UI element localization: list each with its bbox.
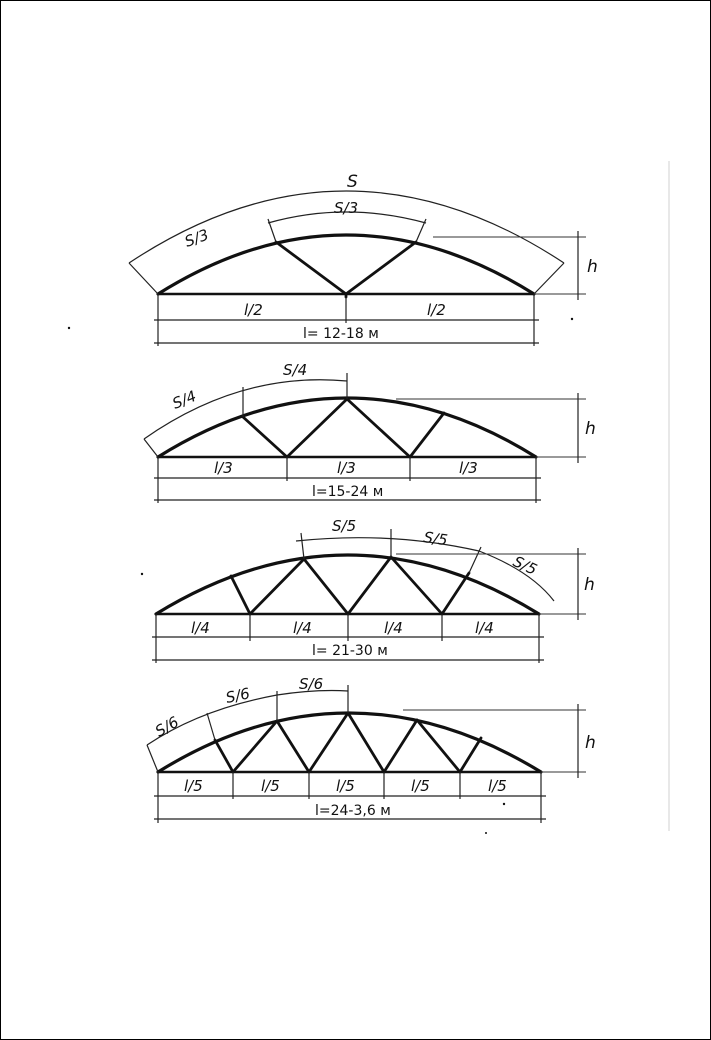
arc-segment-label-2a: S/4 <box>169 386 199 413</box>
arc-ext-4l <box>147 745 158 772</box>
panel-label-4c: l/5 <box>336 777 355 795</box>
diagonal-3c <box>304 559 348 614</box>
panel-label-2: l/2 <box>427 301 446 319</box>
diagonal-4a <box>215 740 233 772</box>
truss-1 <box>129 172 598 346</box>
arc-tick-4a <box>207 713 215 740</box>
arc-segment-label-3a: S/5 <box>332 517 357 535</box>
span-label: l= 12-18 м <box>303 326 379 342</box>
diagonal-4d <box>309 713 348 772</box>
height-label-2: h <box>585 419 596 439</box>
top-chord-1 <box>158 235 534 294</box>
arc-segment-label-3c: S/5 <box>510 552 540 579</box>
panel-label-2a: l/3 <box>214 459 233 477</box>
span-label-3: l= 21-30 м <box>312 643 388 659</box>
arc-segment-label-4a: S/6 <box>152 712 182 741</box>
panel-label-1: l/2 <box>244 301 263 319</box>
arc-label-S: S <box>347 172 358 192</box>
panel-label-3b: l/4 <box>293 619 312 637</box>
arc-segment-label-top: S/3 <box>334 199 359 217</box>
height-label-3: h <box>584 575 595 595</box>
arc-segment-label-4c: S/6 <box>299 675 324 693</box>
diagonal-3a <box>231 576 250 614</box>
arc-segment-label-2b: S/4 <box>283 361 308 379</box>
span-label-2: l=15-24 м <box>312 484 384 500</box>
diagonal-2b <box>287 399 347 457</box>
diagonal-2c <box>347 399 410 457</box>
truss-3 <box>152 517 595 663</box>
panel-label-2c: l/3 <box>459 459 478 477</box>
span-label-4: l=24-3,6 м <box>315 803 391 819</box>
arc-segment-label-4b: S/6 <box>224 684 252 707</box>
panel-label-3d: l/4 <box>475 619 494 637</box>
scan-speck <box>141 573 143 575</box>
scan-speck <box>503 803 505 805</box>
diagonal-3f <box>442 573 469 614</box>
diagonal-4h <box>460 738 481 772</box>
arc-ext-left <box>129 263 158 294</box>
arc-ext-right <box>534 263 564 294</box>
panel-label-4e: l/5 <box>488 777 507 795</box>
arc-tick-3c <box>469 547 481 573</box>
panel-label-4b: l/5 <box>261 777 280 795</box>
truss-diagram <box>1 1 710 1039</box>
panel-label-4d: l/5 <box>411 777 430 795</box>
diagonal-4g <box>417 720 460 772</box>
truss-2 <box>144 361 596 503</box>
diagonal-1a <box>276 242 346 294</box>
top-chord-2 <box>158 398 536 457</box>
scan-speck <box>485 832 487 834</box>
panel-label-3a: l/4 <box>191 619 210 637</box>
diagonal-4c <box>277 721 309 772</box>
panel-label-2b: l/3 <box>337 459 356 477</box>
diagonal-1b <box>346 242 416 294</box>
panel-label-3c: l/4 <box>384 619 403 637</box>
top-chord-3 <box>156 555 539 614</box>
panel-label-4a: l/5 <box>184 777 203 795</box>
scan-speck <box>571 318 573 320</box>
diagonal-4e <box>348 713 384 772</box>
scan-speck <box>68 327 70 329</box>
diagonal-2a <box>243 417 287 457</box>
diagonal-4f <box>384 720 417 772</box>
seg-tick-2 <box>416 219 426 242</box>
arc-segment-label-left: S/3 <box>182 225 212 251</box>
arc-tick-3a <box>301 533 304 559</box>
arc-ext-2l <box>144 439 158 457</box>
height-label-4: h <box>585 733 596 753</box>
height-label: h <box>587 257 598 277</box>
truss-4 <box>147 675 596 823</box>
diagonal-2d <box>410 413 444 457</box>
diagonal-3d <box>348 557 391 614</box>
arc-segment-label-3b: S/5 <box>422 528 449 550</box>
